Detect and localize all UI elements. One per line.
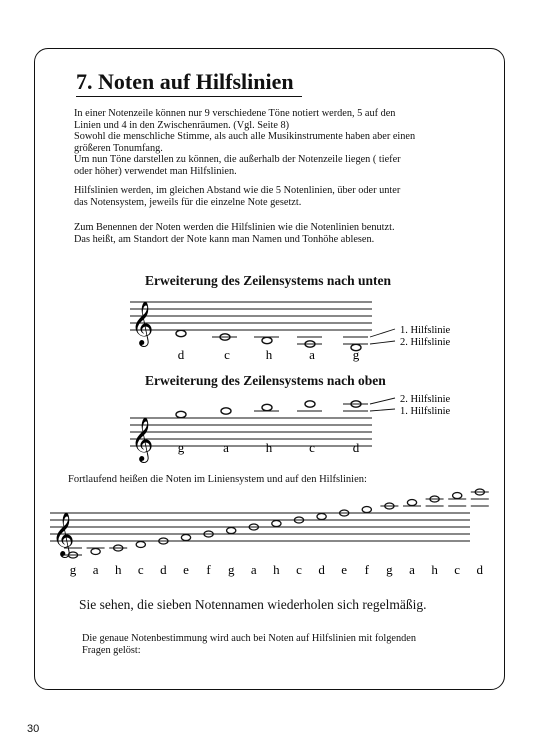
note-name: e <box>341 562 348 577</box>
intro-line: größeren Tonumfang. <box>74 142 163 154</box>
note-name: c <box>296 562 302 577</box>
section-heading-up: Erweiterung des Zeilensystems nach oben <box>145 373 386 388</box>
note-name: c <box>309 440 315 455</box>
note-name: h <box>265 440 273 455</box>
closing-line: Die genaue Notenbestimmung wird auch bei Noten auf Hilfslinien mit folgenden <box>82 633 416 644</box>
whole-note <box>407 500 416 506</box>
whole-note <box>272 521 281 527</box>
ledger-lines-continuous <box>64 492 489 555</box>
note-name: a <box>223 440 229 455</box>
note-name: a <box>309 347 315 362</box>
whole-note <box>362 507 371 513</box>
note-name: d <box>160 562 167 577</box>
note-name: f <box>206 562 211 577</box>
staff-continuous-lines <box>50 513 470 541</box>
hilfslinien-line: das Notensystem, jeweils für die einzelne Note gesetzt. <box>74 196 302 208</box>
note-name: c <box>224 347 230 362</box>
ledger-label: 1. Hilfslinie <box>400 406 451 417</box>
note-name: d <box>177 347 185 362</box>
note-name: f <box>364 562 369 577</box>
note-name: g <box>69 562 77 577</box>
intro-line: oder höher) verwendet man Hilfslinien. <box>74 165 237 177</box>
note-name: g <box>177 440 185 455</box>
whole-note <box>227 528 236 534</box>
note-name: a <box>409 562 415 577</box>
note-name: d <box>318 562 325 577</box>
repeat-note: Sie sehen, die sieben Notennamen wiederholen sich regelmäßig. <box>79 597 427 612</box>
note-name: c <box>137 562 144 577</box>
benennen-line: Zum Benennen der Noten werden die Hilfslinien wie die Notenlinien benutzt. <box>74 222 395 233</box>
treble-clef-icon: 𝄞 <box>131 303 154 345</box>
note-name: g <box>227 562 235 577</box>
ledger-label: 2. Hilfslinie <box>400 337 451 348</box>
closing-line: Fragen gelöst: <box>82 644 141 656</box>
note-name: a <box>92 562 99 577</box>
ledger-label: 2. Hilfslinie <box>400 394 451 405</box>
whole-note <box>181 535 190 541</box>
note-name: e <box>183 562 189 577</box>
whole-note <box>453 493 462 499</box>
note-name: c <box>454 562 461 577</box>
intro-line: Sowohl die menschliche Stimme, als auch alle Musikinstrumente haben aber einen <box>74 131 416 143</box>
note-name: d <box>352 440 360 455</box>
whole-note <box>317 514 326 520</box>
note-names-continuous <box>70 562 484 577</box>
notes-continuous <box>68 489 484 558</box>
treble-clef-icon: 𝄞 <box>52 514 75 556</box>
note-name: h <box>431 562 438 577</box>
whole-note <box>136 542 145 548</box>
continuous-caption: Fortlaufend heißen die Noten im Liniensystem und auf den Hilfslinien: <box>68 474 367 485</box>
page-number: 30 <box>27 723 40 735</box>
benennen-line: Das heißt, am Standort der Note kann man Namen und Tonhöhe ablesen. <box>74 233 375 245</box>
note-name: h <box>265 347 273 362</box>
page-title: 7. Noten auf Hilfslinien <box>76 69 294 94</box>
section-heading-down: Erweiterung des Zeilensystems nach unten <box>145 273 391 288</box>
note-name: a <box>250 562 257 577</box>
note-name: g <box>386 562 393 577</box>
note-name: d <box>476 562 484 577</box>
intro-line: Um nun Töne darstellen zu können, die außerhalb der Notenzeile liegen ( tiefer <box>74 154 401 166</box>
intro-line: Linien und 4 in den Zwischenräumen. (Vgl. Seite 8) <box>74 119 290 131</box>
whole-note <box>91 549 100 555</box>
treble-clef-icon: 𝄞 <box>131 419 154 461</box>
note-name: h <box>273 562 280 577</box>
hilfslinien-line: Hilfslinien werden, im gleichen Abstand wie die 5 Notenlinien, über oder unter <box>74 185 401 196</box>
intro-line: In einer Notenzeile können nur 9 verschiedene Töne notiert werden, 5 auf den <box>74 108 396 119</box>
note-name: g <box>352 347 360 362</box>
note-name: h <box>114 562 122 577</box>
ledger-label: 1. Hilfslinie <box>400 325 451 336</box>
